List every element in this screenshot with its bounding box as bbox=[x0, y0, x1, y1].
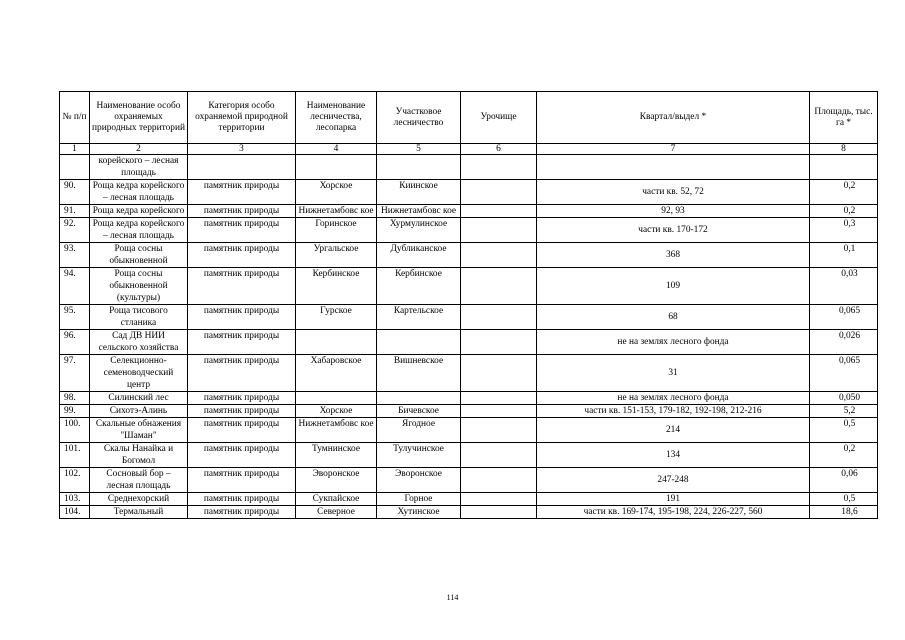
cell-district bbox=[377, 155, 461, 180]
cell-forestry: Гурское bbox=[296, 305, 377, 330]
cell-district: Горное bbox=[377, 493, 461, 506]
cell-tract bbox=[461, 180, 537, 205]
cell-district: Нижнетамбовс кое bbox=[377, 205, 461, 218]
cell-name: Скалы Нанайка и Богомол bbox=[90, 443, 188, 468]
table-row bbox=[60, 155, 878, 180]
cell-category: памятник природы bbox=[188, 493, 296, 506]
cell-number: 97. bbox=[60, 355, 90, 392]
cell-category: памятник природы bbox=[188, 506, 296, 519]
header-category: Категория особо охраняемой природной территории bbox=[188, 92, 296, 144]
cell-name: Сихотэ-Алинь bbox=[90, 405, 188, 418]
cell-tract bbox=[461, 305, 537, 330]
cell-category: памятник природы bbox=[188, 205, 296, 218]
cell-forestry: Эворонское bbox=[296, 468, 377, 493]
cell-district: Тулучинское bbox=[377, 443, 461, 468]
cell-quarter: не на землях лесного фонда bbox=[537, 392, 810, 405]
cell-quarter: 214 bbox=[537, 418, 810, 443]
cell-number: 96. bbox=[60, 330, 90, 355]
cell-forestry: Хорское bbox=[296, 180, 377, 205]
cell-forestry: Хабаровское bbox=[296, 355, 377, 392]
cell-forestry: Сукпайское bbox=[296, 493, 377, 506]
cell-number: 99. bbox=[60, 405, 90, 418]
cell-quarter: части кв. 151-153, 179-182, 192-198, 212-216 bbox=[537, 405, 810, 418]
cell-category: памятник природы bbox=[188, 405, 296, 418]
cell-forestry bbox=[296, 330, 377, 355]
cell-quarter: части кв. 170-172 bbox=[537, 218, 810, 243]
cell-quarter bbox=[537, 155, 810, 180]
cell-area: 0,065 bbox=[810, 355, 878, 392]
table-row bbox=[60, 305, 878, 330]
cell-forestry: Хорское bbox=[296, 405, 377, 418]
cell-quarter: 31 bbox=[537, 355, 810, 392]
column-number: 3 bbox=[188, 144, 296, 155]
cell-name: Сосновый бор – лесная площадь bbox=[90, 468, 188, 493]
table-row bbox=[60, 392, 878, 405]
header-row bbox=[60, 92, 878, 144]
cell-forestry: Нижнетамбовс кое bbox=[296, 205, 377, 218]
cell-tract bbox=[461, 268, 537, 305]
cell-number bbox=[60, 155, 90, 180]
cell-forestry: Горинское bbox=[296, 218, 377, 243]
cell-area: 0,050 bbox=[810, 392, 878, 405]
table-body bbox=[60, 155, 878, 519]
cell-area: 0,2 bbox=[810, 443, 878, 468]
cell-quarter: части кв. 169-174, 195-198, 224, 226-227, 560 bbox=[537, 506, 810, 519]
cell-district: Вишневское bbox=[377, 355, 461, 392]
cell-quarter: не на землях лесного фонда bbox=[537, 330, 810, 355]
cell-forestry: Ургальское bbox=[296, 243, 377, 268]
cell-category: памятник природы bbox=[188, 218, 296, 243]
table-row bbox=[60, 506, 878, 519]
cell-category: памятник природы bbox=[188, 418, 296, 443]
cell-quarter: 191 bbox=[537, 493, 810, 506]
cell-area: 0,2 bbox=[810, 205, 878, 218]
cell-district: Дубликанское bbox=[377, 243, 461, 268]
cell-forestry: Тумнинское bbox=[296, 443, 377, 468]
cell-number: 91. bbox=[60, 205, 90, 218]
cell-forestry bbox=[296, 392, 377, 405]
cell-quarter: 368 bbox=[537, 243, 810, 268]
cell-area: 18,6 bbox=[810, 506, 878, 519]
cell-quarter: части кв. 52, 72 bbox=[537, 180, 810, 205]
cell-number: 94. bbox=[60, 268, 90, 305]
cell-number: 95. bbox=[60, 305, 90, 330]
table-row bbox=[60, 468, 878, 493]
cell-forestry bbox=[296, 155, 377, 180]
cell-quarter: 109 bbox=[537, 268, 810, 305]
cell-area bbox=[810, 155, 878, 180]
table-row bbox=[60, 493, 878, 506]
header-number: № п/п bbox=[60, 92, 90, 144]
cell-name: Термальный bbox=[90, 506, 188, 519]
cell-name: Роща кедра корейского bbox=[90, 205, 188, 218]
column-number: 4 bbox=[296, 144, 377, 155]
cell-quarter: 92, 93 bbox=[537, 205, 810, 218]
cell-area: 0,2 bbox=[810, 180, 878, 205]
cell-name: Роща кедра корейского – лесная площадь bbox=[90, 180, 188, 205]
cell-area: 5,2 bbox=[810, 405, 878, 418]
cell-quarter: 68 bbox=[537, 305, 810, 330]
cell-category: памятник природы bbox=[188, 243, 296, 268]
column-number: 6 bbox=[461, 144, 537, 155]
cell-district: Бичевское bbox=[377, 405, 461, 418]
cell-area: 0,5 bbox=[810, 493, 878, 506]
cell-number: 102. bbox=[60, 468, 90, 493]
header-district: Участковое лесничество bbox=[377, 92, 461, 144]
table-row bbox=[60, 405, 878, 418]
cell-tract bbox=[461, 218, 537, 243]
cell-area: 0,3 bbox=[810, 218, 878, 243]
cell-name: Силинский лес bbox=[90, 392, 188, 405]
cell-district bbox=[377, 330, 461, 355]
cell-category: памятник природы bbox=[188, 180, 296, 205]
cell-number: 90. bbox=[60, 180, 90, 205]
cell-category bbox=[188, 155, 296, 180]
cell-category: памятник природы bbox=[188, 305, 296, 330]
cell-number: 103. bbox=[60, 493, 90, 506]
cell-area: 0,03 bbox=[810, 268, 878, 305]
cell-name: Сад ДВ НИИ сельского хозяйства bbox=[90, 330, 188, 355]
cell-quarter: 134 bbox=[537, 443, 810, 468]
column-number: 1 bbox=[60, 144, 90, 155]
table-row bbox=[60, 443, 878, 468]
cell-number: 101. bbox=[60, 443, 90, 468]
cell-name: Селекционно-семеноводческий центр bbox=[90, 355, 188, 392]
table-row bbox=[60, 218, 878, 243]
header-forestry: Наименование лесничества, лесопарка bbox=[296, 92, 377, 144]
cell-number: 98. bbox=[60, 392, 90, 405]
cell-category: памятник природы bbox=[188, 392, 296, 405]
cell-name: Скальные обнажения "Шаман" bbox=[90, 418, 188, 443]
cell-area: 0,06 bbox=[810, 468, 878, 493]
column-number: 5 bbox=[377, 144, 461, 155]
cell-category: памятник природы bbox=[188, 468, 296, 493]
cell-district: Картельское bbox=[377, 305, 461, 330]
table-row bbox=[60, 243, 878, 268]
cell-forestry: Кербинское bbox=[296, 268, 377, 305]
cell-district: Хурмулинское bbox=[377, 218, 461, 243]
table-row bbox=[60, 180, 878, 205]
cell-category: памятник природы bbox=[188, 330, 296, 355]
cell-district bbox=[377, 392, 461, 405]
table-row bbox=[60, 268, 878, 305]
cell-quarter: 247-248 bbox=[537, 468, 810, 493]
cell-name: Роща сосны обыкновенной bbox=[90, 243, 188, 268]
cell-tract bbox=[461, 443, 537, 468]
cell-tract bbox=[461, 418, 537, 443]
protected-areas-table bbox=[59, 91, 878, 519]
cell-name: Роща кедра корейского – лесная площадь bbox=[90, 218, 188, 243]
cell-area: 0,5 bbox=[810, 418, 878, 443]
cell-tract bbox=[461, 155, 537, 180]
cell-area: 0,026 bbox=[810, 330, 878, 355]
header-name: Наименование особо охраняемых природных территорий bbox=[90, 92, 188, 144]
header-area: Площадь, тыс. га * bbox=[810, 92, 878, 144]
cell-number: 93. bbox=[60, 243, 90, 268]
cell-number: 92. bbox=[60, 218, 90, 243]
cell-tract bbox=[461, 205, 537, 218]
column-number: 2 bbox=[90, 144, 188, 155]
cell-name: Роща сосны обыкновенной (культуры) bbox=[90, 268, 188, 305]
table-row bbox=[60, 418, 878, 443]
page-number: 114 bbox=[446, 593, 459, 602]
cell-area: 0,065 bbox=[810, 305, 878, 330]
cell-tract bbox=[461, 243, 537, 268]
cell-tract bbox=[461, 506, 537, 519]
cell-tract bbox=[461, 355, 537, 392]
cell-district: Эворонское bbox=[377, 468, 461, 493]
header-tract: Урочище bbox=[461, 92, 537, 144]
header-quarter: Квартал/выдел * bbox=[537, 92, 810, 144]
cell-area: 0,1 bbox=[810, 243, 878, 268]
cell-district: Киинское bbox=[377, 180, 461, 205]
cell-tract bbox=[461, 493, 537, 506]
cell-district: Кербинское bbox=[377, 268, 461, 305]
cell-name: корейского – лесная площадь bbox=[90, 155, 188, 180]
cell-district: Хутинское bbox=[377, 506, 461, 519]
cell-category: памятник природы bbox=[188, 355, 296, 392]
cell-name: Среднехорский bbox=[90, 493, 188, 506]
column-number-row bbox=[60, 144, 878, 155]
cell-tract bbox=[461, 330, 537, 355]
cell-forestry: Северное bbox=[296, 506, 377, 519]
cell-category: памятник природы bbox=[188, 443, 296, 468]
table-row bbox=[60, 205, 878, 218]
cell-district: Ягодное bbox=[377, 418, 461, 443]
cell-tract bbox=[461, 392, 537, 405]
table-row bbox=[60, 330, 878, 355]
cell-number: 100. bbox=[60, 418, 90, 443]
cell-number: 104. bbox=[60, 506, 90, 519]
cell-category: памятник природы bbox=[188, 268, 296, 305]
cell-tract bbox=[461, 405, 537, 418]
column-number: 7 bbox=[537, 144, 810, 155]
cell-forestry: Нижнетамбовс кое bbox=[296, 418, 377, 443]
cell-name: Роща тисового стланика bbox=[90, 305, 188, 330]
column-number: 8 bbox=[810, 144, 878, 155]
cell-tract bbox=[461, 468, 537, 493]
table-row bbox=[60, 355, 878, 392]
